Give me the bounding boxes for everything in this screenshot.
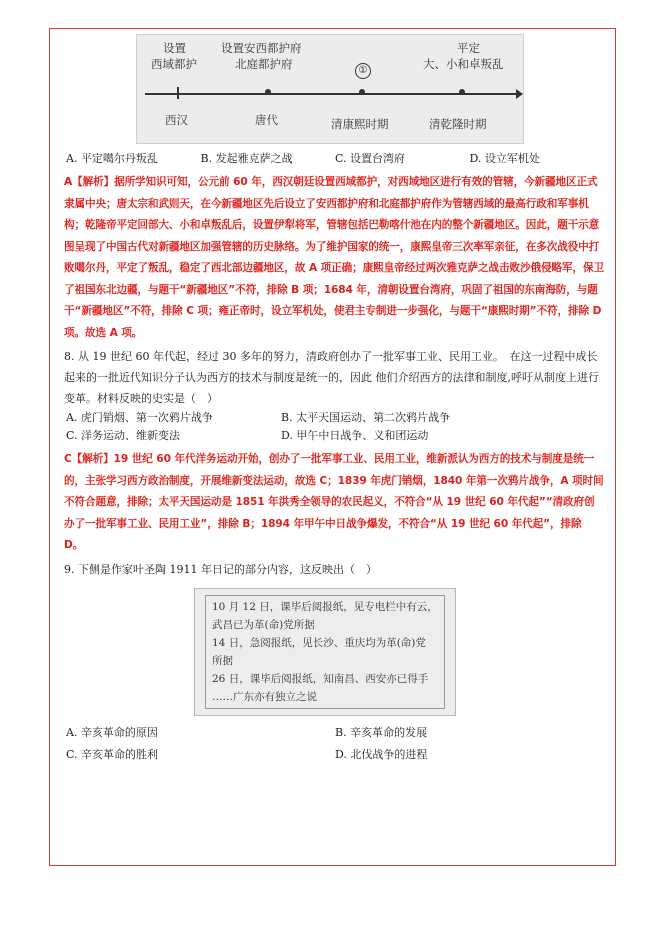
- q7-option-d[interactable]: D. 设立军机处: [469, 152, 540, 165]
- timeline-period-2: 唐代: [255, 113, 278, 127]
- q9-diary-image: [194, 588, 456, 716]
- timeline-label-4a: 平定: [457, 41, 480, 55]
- q7-option-c[interactable]: C. 设置台湾府: [335, 152, 406, 165]
- q9-options-row-2: [66, 746, 604, 764]
- timeline-dot: [359, 89, 365, 95]
- diary-line: ……广东亦有独立之说: [212, 690, 317, 703]
- timeline-period-4: 清乾隆时期: [429, 117, 487, 131]
- q9-option-c[interactable]: C. 辛亥革命的胜利: [66, 747, 159, 761]
- q8-option-d[interactable]: D. 甲午中日战争、义和团运动: [281, 429, 429, 442]
- timeline-dot: [459, 89, 465, 95]
- diary-line: 10 月 12 日，课毕后阅报纸，见专电栏中有云，: [212, 600, 438, 613]
- diary-line: 14 日，急阅报纸，见长沙、重庆均为革(命)党: [212, 636, 426, 649]
- q7-option-a[interactable]: A. 平定噶尔丹叛乱: [66, 152, 158, 165]
- timeline-label-4b: 大、小和卓叛乱: [423, 57, 504, 71]
- timeline-tick: [177, 87, 179, 99]
- q8-option-b[interactable]: B. 太平天国运动、第二次鸦片战争: [281, 411, 451, 424]
- q7-timeline-image: [136, 34, 524, 144]
- timeline-label-2b: 北庭都护府: [235, 57, 293, 71]
- timeline-dot: [265, 89, 271, 95]
- diary-text-box: [205, 595, 445, 709]
- q9-option-d[interactable]: D. 北伐战争的进程: [335, 747, 428, 761]
- timeline-label-2a: 设置安西都护府: [221, 41, 302, 55]
- timeline-period-1: 西汉: [165, 113, 188, 127]
- timeline-period-3: 清康熙时期: [331, 117, 389, 131]
- q8-options-row-2: [66, 427, 604, 445]
- q8-option-a[interactable]: A. 虎门销烟、第一次鸦片战争: [66, 411, 213, 424]
- q8-question: 8. 从 19 世纪 60 年代起，经过 30 多年的努力，清政府创办了一批军事工业、民用工业。 在这一过程中成长起来的一批近代知识分子认为西方的技术与制度是统一的，因此 他们介绍西方的法律和制度,呼吁从制度上进行变革。材料反映的史实是（ ）: [64, 350, 599, 405]
- exam-content: [64, 34, 604, 764]
- q9-question: 9. 下侧是作家叶圣陶 1911 年日记的部分内容，这反映出（ ）: [64, 562, 377, 576]
- q9-options-row-1: [66, 724, 604, 742]
- diary-line: 26 日，课毕后阅报纸，知南昌、西安亦已得手: [212, 672, 429, 685]
- q7-options: [66, 150, 604, 168]
- q9-option-b[interactable]: B. 辛亥革命的发展: [335, 725, 428, 739]
- q7-option-b[interactable]: B. 发起雅克萨之战: [200, 152, 293, 165]
- diary-line: 武昌已为革(命)党所据: [212, 618, 315, 631]
- timeline-label-1a: 设置: [163, 41, 186, 55]
- q9-option-a[interactable]: A. 辛亥革命的原因: [66, 725, 158, 739]
- q8-option-c[interactable]: C. 洋务运动、维新变法: [66, 429, 181, 442]
- diary-line: 所据: [212, 654, 233, 667]
- timeline-blank-marker: ①: [355, 63, 371, 79]
- timeline-label-1b: 西域都护: [151, 57, 197, 71]
- q7-analysis: A【解析】据所学知识可知，公元前 60 年，西汉朝廷设置西域都护，对西域地区进行有效的管辖，今新疆地区正式隶属中央；唐太宗和武则天，在今新疆地区先后设立了安西都护府和北庭都护府作为管辖西域的最高行政和军事机构；乾隆帝平定回部大、小和卓叛乱后，设置伊犁将军，管辖包括巴勒喀什池在内的整个新疆地区。因此，题干示意图呈现了中国古代对新疆地区加强管辖的历史脉络。为了维护国家的统一，康熙皇帝三次率军亲征，在多次战役中打败噶尔丹，平定了叛乱，稳定了西北部边疆地区，故 A 项正确；康熙皇帝经过两次雅克萨之战击败沙俄侵略军，保卫了祖国东北边疆，与题干“新疆地区”不符，排除 B 项；1684 年，清朝设置台湾府，巩固了祖国的东南海防，与题干“新疆地区”不符，排除 C 项；雍正帝时，设立军机处，使君主专制进一步强化，与题干“康熙时期”不符，排除 D 项。故选 A 项。: [64, 176, 604, 339]
- q8-analysis: C【解析】19 世纪 60 年代洋务运动开始，创办了一批军事工业、民用工业，维新派认为西方的技术与制度是统一的，主张学习西方政治制度，开展维新变法运动，故选 C；1839 年虎门销烟，1840 年第一次鸦片战争，A 项时间不符合题意，排除；太平天国运动是 1851 年洪秀全领导的农民起义，不符合“从 19 世纪 60 年代起”“清政府创办了一批军事工业、民用工业”，排除 B；1894 年甲午中日战争爆发，不符合“从 19 世纪 60 年代起”，排除 D。: [64, 453, 604, 551]
- q8-options-row-1: [66, 409, 604, 427]
